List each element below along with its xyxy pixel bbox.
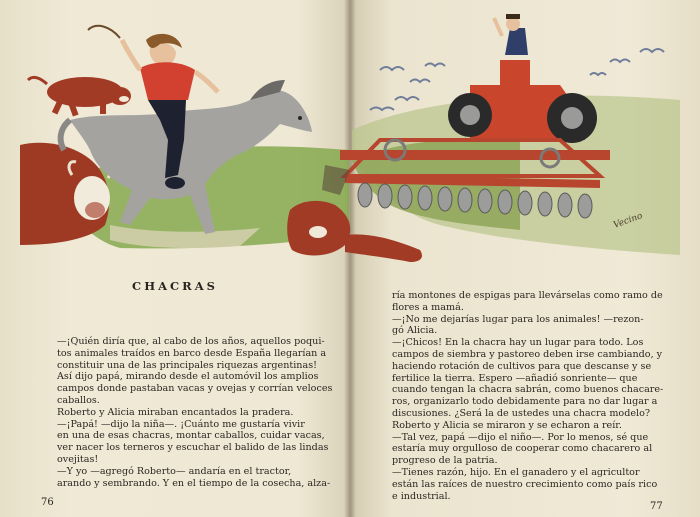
text-line: Roberto y Alicia miraban encantados la pradera. [57,406,294,418]
page-number-right: 77 [650,501,663,512]
text-line: haciendo rotación de cultivos para que descanse y se [392,360,652,372]
text-line: —Tienes razón, hijo. En el ganadero y el agricultor [392,466,640,478]
text-line: gó Alicia. [392,325,438,337]
text-line: —Y yo —agregó Roberto— andaría en el tractor, [57,465,292,477]
page-number-left: 76 [41,497,54,508]
text-line: están las raíces de nuestro crecimiento como país rico [392,478,658,490]
chapter-title: CHACRAS [132,279,218,293]
red-tractor [448,14,597,143]
text-line: ovejitas! [57,453,99,465]
text-line: —¡Chicos! En la chacra hay un lugar para todo. Los [392,337,644,349]
text-line: campos donde pastaban vacas y ovejas y corrían veloces [57,383,333,395]
text-line: cuando tengan la chacra sabrán, como buenos chacare- [392,384,664,396]
text-line: e industrial. [392,490,451,502]
artist-signature: Vecino [612,211,644,231]
text-line: estaría muy orgulloso de cooperar como chacarero al [392,443,653,455]
text-line: constituir una de las principales riquezas argentinas! [57,359,317,371]
right-page-text [392,290,664,502]
text-line: —¡No me dejarías lugar para los animales! —rezon- [392,313,644,325]
text-line: ver nacer los terneros y escuchar el balido de las lindas [57,442,329,454]
text-line: ría montones de espigas para llevárselas como ramo de [392,290,663,301]
text-line: Roberto y Alicia se miraron y se echaron a reír. [392,419,622,431]
left-page-text [57,336,333,489]
text-line: Así dijo papá, mirando desde el automóvil los amplios [57,371,319,383]
text-line: ros, organizarlo todo debidamente para no dar lugar a [392,396,658,408]
text-line: discusiones. ¿Será la de ustedes una chacra modelo? [392,407,651,419]
text-line: en una de esas chacras, montar caballos, cuidar vacas, [57,430,325,442]
text-line: tos animales traídos en barco desde España llegarían a [57,347,327,359]
text-line: —¡Quién diría que, al cabo de los años, aquellos poqui- [57,336,325,347]
text-line: fertilice la tierra. Espero —añadió sonriente— que [392,372,638,384]
text-line: —Tal vez, papá —dijo el niño—. Por lo menos, sé que [392,431,649,443]
text-line: caballos. [57,394,100,406]
text-line: —¡Papá! —dijo la niña—. ¡Cuánto me gustaría vivir [57,418,305,430]
text-line: progreso de la patria. [392,455,498,467]
text-line: campos de siembra y pastoreo deben irse cambiando, y [392,348,663,360]
text-line: arando y sembrando. Y en el tiempo de la cosecha, alza- [57,477,331,489]
running-cow-top [28,77,131,117]
text-line: flores a mamá. [392,301,464,313]
